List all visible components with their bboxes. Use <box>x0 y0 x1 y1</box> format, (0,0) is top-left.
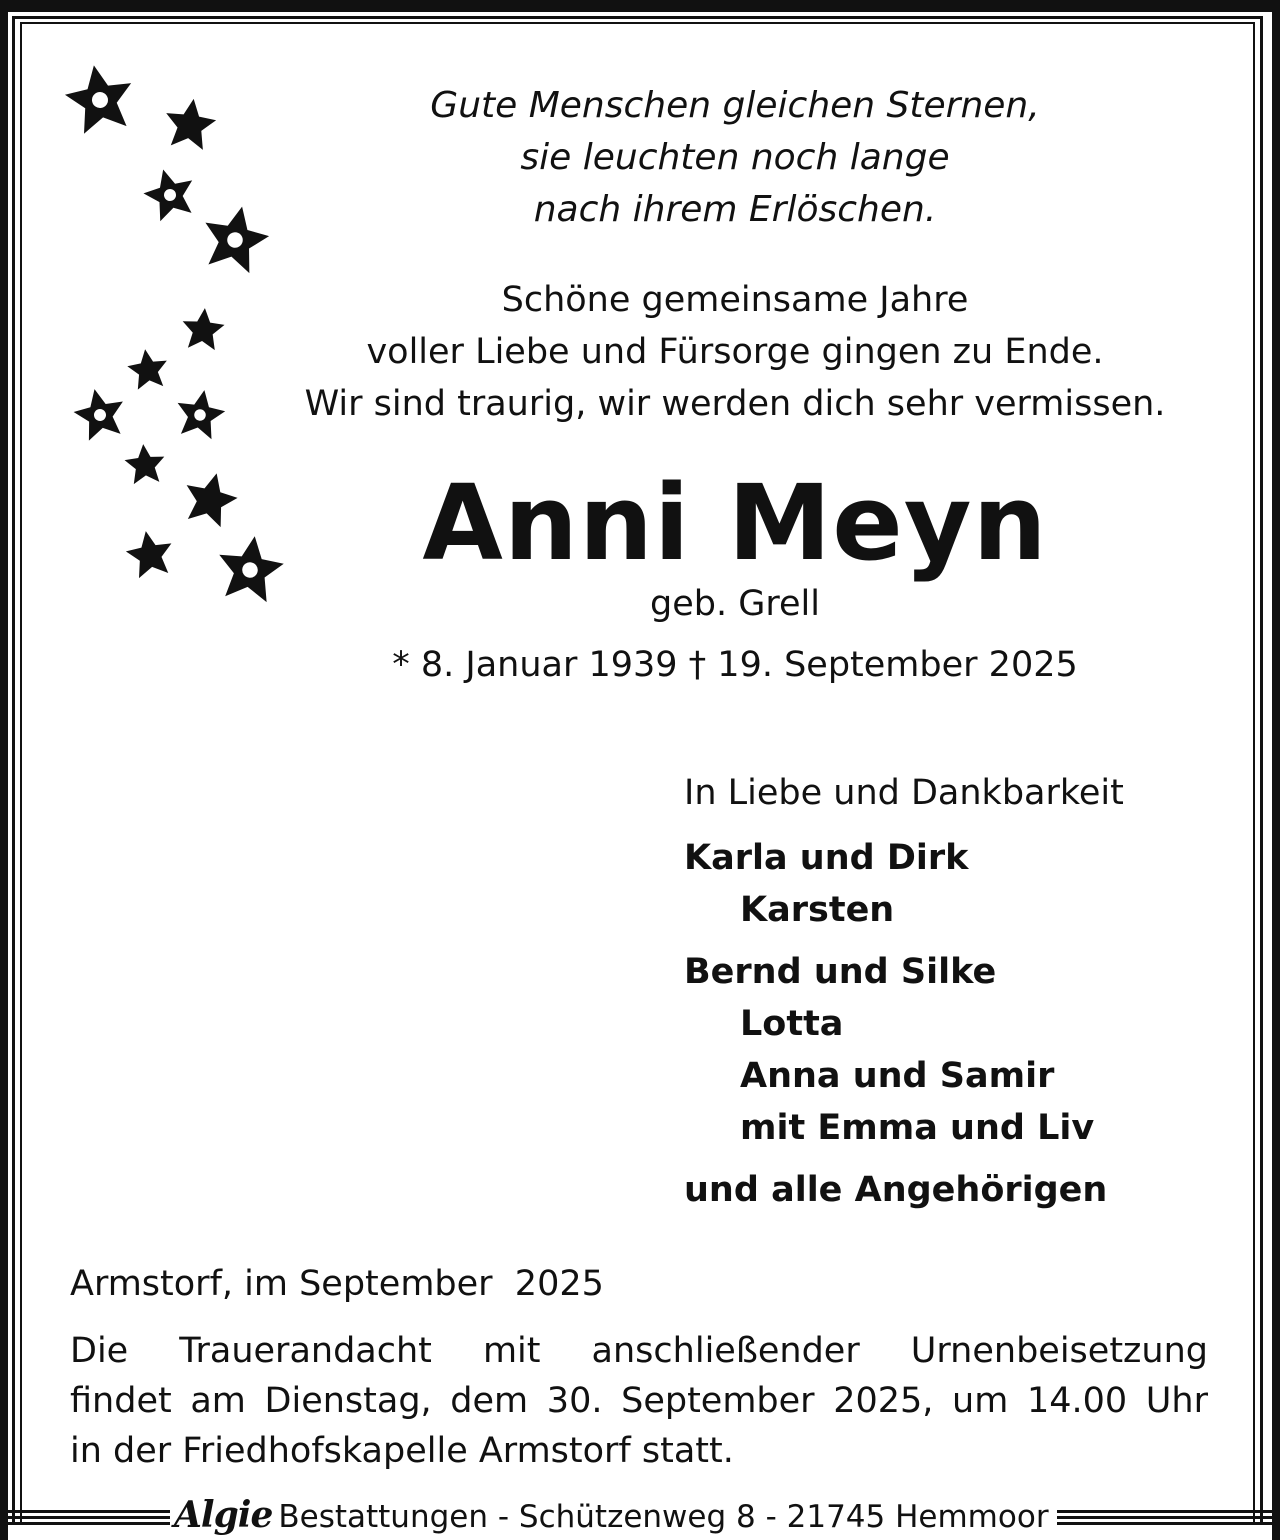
star-icon <box>61 60 139 136</box>
verse <box>230 274 1240 430</box>
star-icon <box>123 442 166 484</box>
star-icon <box>139 163 200 224</box>
mourner-child: Lotta <box>740 1004 844 1044</box>
undertaker-logo: Algie <box>174 1494 273 1536</box>
quote-line: Gute Menschen gleichen Sternen, <box>430 85 1040 126</box>
mourner-group: Karla und Dirk <box>684 838 969 878</box>
mourner-child: Anna und Samir <box>740 1056 1055 1096</box>
quote-line: nach ihrem Erlöschen. <box>533 189 937 230</box>
verse-line: Wir sind traurig, wir werden dich sehr vermissen. <box>304 384 1166 424</box>
mourner-child: mit Emma und Liv <box>740 1108 1095 1148</box>
star-icon <box>125 347 170 391</box>
notice-line: Die Trauerandacht mit anschließender Urnenbeisetzung <box>70 1331 1208 1371</box>
star-icon <box>180 306 225 351</box>
notice-line: in der Friedhofskapelle Armstorf statt. <box>70 1431 734 1471</box>
quote <box>230 80 1240 236</box>
frame-right-border <box>1272 0 1280 1540</box>
notice-line: findet am Dienstag, dem 30. September 2025, um 14.00 Uhr <box>70 1381 1208 1421</box>
mourners-lead: In Liebe und Dankbarkeit <box>684 773 1124 813</box>
star-icon <box>123 527 176 579</box>
undertaker-line <box>170 1494 1057 1536</box>
mourners-list <box>684 768 1244 1216</box>
verse-line: voller Liebe und Fürsorge gingen zu Ende. <box>366 332 1104 372</box>
star-icon <box>172 386 228 441</box>
life-dates: * 8. Januar 1939 † 19. September 2025 <box>392 645 1078 685</box>
undertaker-address: Bestattungen - Schützenweg 8 - 21745 Hemmoor <box>278 1499 1049 1535</box>
verse-line: Schöne gemeinsame Jahre <box>501 280 969 320</box>
mourner-group: Bernd und Silke <box>684 952 997 992</box>
deceased-name: Anni Meyn <box>422 462 1048 584</box>
frame-top-border <box>0 0 1280 12</box>
quote-line: sie leuchten noch lange <box>520 137 950 178</box>
star-icon <box>70 384 130 443</box>
place-date: Armstorf, im September 2025 <box>70 1264 604 1304</box>
maiden-name: geb. Grell <box>650 584 820 624</box>
funeral-notice <box>70 1326 1208 1476</box>
star-icon <box>162 95 219 151</box>
mourner-child: Karsten <box>740 890 895 930</box>
mourners-closing: und alle Angehörigen <box>684 1170 1108 1210</box>
frame-left-border <box>0 0 8 1540</box>
